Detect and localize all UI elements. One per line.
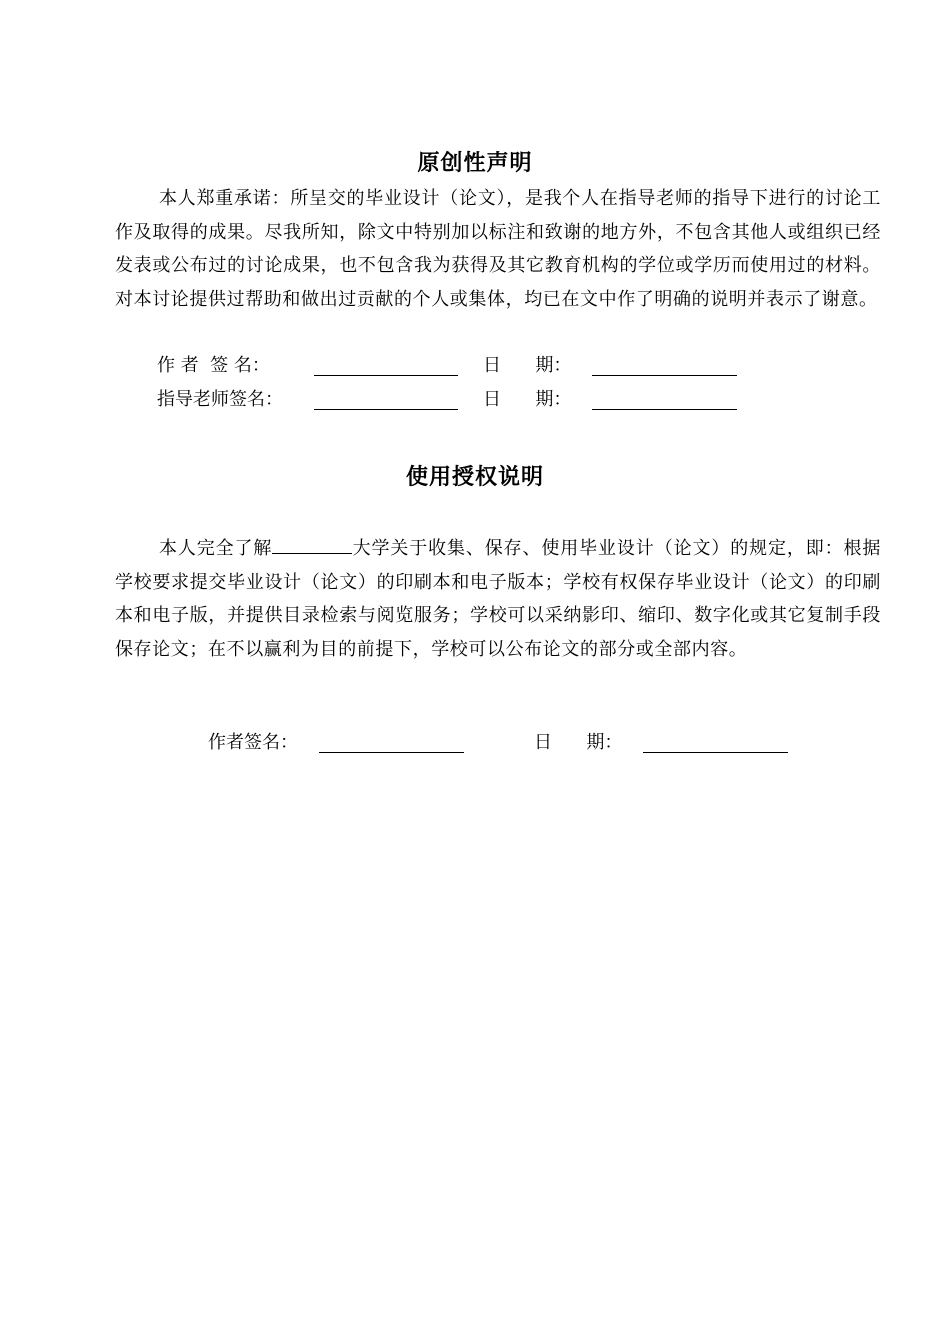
authorization-title: 使用授权说明 bbox=[405, 465, 544, 490]
advisor-date-label: 日 期： bbox=[483, 389, 572, 410]
advisor-date-blank[interactable] bbox=[592, 409, 737, 410]
authorization-body-rest: 大学关于收集、保存、使用毕业设计（论文）的规定，即：根据学校要求提交毕业设计（论文）的印刷本和电子版本；学校有权保存毕业设计（论文）的印刷本和电子版，并提供目录检索与阅览服务；学校可以采纳影印、缩印、数字化或其它复制手段保存论文；在不以赢利为目的前提下，学校可以公布论文的部分或全部内容。 bbox=[115, 538, 881, 660]
advisor-signature-row bbox=[157, 387, 757, 413]
authorization-body bbox=[115, 532, 881, 666]
originality-title: 原创性声明 bbox=[417, 151, 533, 176]
authorization-body-start: 本人完全了解 bbox=[159, 538, 273, 559]
author-date-blank[interactable] bbox=[592, 375, 737, 376]
authorization-date-blank[interactable] bbox=[643, 752, 788, 753]
author-signature-row bbox=[157, 353, 757, 379]
advisor-sign-label: 指导老师签名： bbox=[157, 389, 283, 410]
advisor-sign-blank[interactable] bbox=[314, 409, 458, 410]
authorization-sign-label: 作者签名： bbox=[208, 732, 298, 753]
author-sign-label: 作 者 签 名： bbox=[157, 355, 270, 376]
authorization-date-label: 日 期： bbox=[534, 732, 623, 753]
authorization-signature-row bbox=[208, 730, 808, 756]
university-name-blank[interactable] bbox=[272, 535, 352, 554]
author-sign-blank[interactable] bbox=[314, 375, 458, 376]
author-date-label: 日 期： bbox=[483, 355, 572, 376]
authorization-sign-blank[interactable] bbox=[319, 752, 464, 753]
originality-body: 本人郑重承诺：所呈交的毕业设计（论文），是我个人在指导老师的指导下进行的讨论工作及取得的成果。尽我所知，除文中特别加以标注和致谢的地方外，不包含其他人或组织已经发表或公布过的讨论成果，也不包含我为获得及其它教育机构的学位或学历而使用过的材料。对本讨论提供过帮助和做出过贡献的个人或集体，均已在文中作了明确的说明并表示了谢意。 bbox=[115, 188, 881, 310]
